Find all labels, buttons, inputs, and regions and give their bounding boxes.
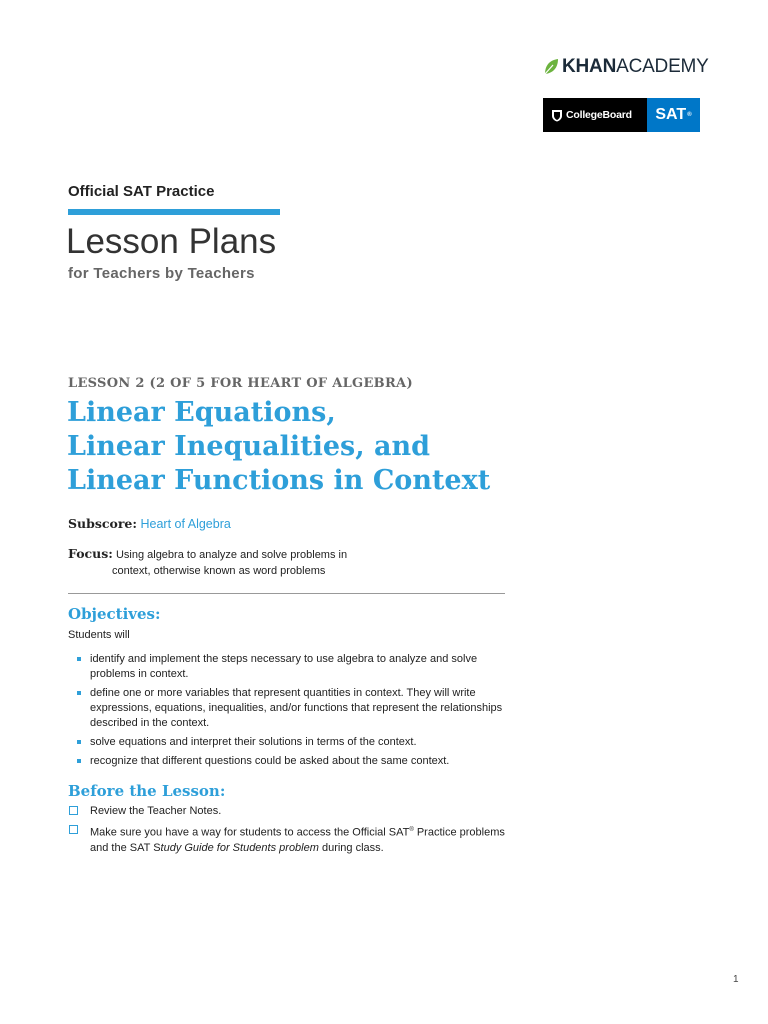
list-item: Make sure you have a way for students to access the Official SAT® Practice problems and the SAT Study Guide for Students problem during class. bbox=[68, 823, 508, 856]
page-number: 1 bbox=[733, 974, 739, 985]
objectives-list bbox=[76, 652, 506, 773]
bullet-icon bbox=[77, 740, 81, 744]
focus bbox=[68, 546, 347, 579]
focus-text-line1: Using algebra to analyze and solve problems in bbox=[115, 549, 348, 561]
sat-mark: SAT bbox=[655, 106, 687, 123]
bullet-icon bbox=[77, 759, 81, 763]
acorn-icon bbox=[551, 109, 563, 122]
subscore-label: Subscore: bbox=[68, 516, 137, 531]
list-item: identify and implement the steps necessary to use algebra to analyze and solve problems in context. bbox=[76, 652, 506, 682]
focus-text-line2: context, otherwise known as word problems bbox=[112, 565, 326, 577]
focus-label: Focus: bbox=[68, 546, 113, 561]
collegeboard-sat-logo bbox=[543, 98, 700, 132]
list-item: solve equations and interpret their solutions in terms of the context. bbox=[76, 735, 506, 750]
list-item: Review the Teacher Notes. bbox=[68, 804, 508, 819]
header-rule bbox=[68, 209, 280, 215]
leaf-icon bbox=[543, 58, 559, 76]
objectives-heading: Objectives: bbox=[68, 605, 161, 623]
khan-academy-logo bbox=[543, 56, 709, 78]
sat-registered-mark: ® bbox=[687, 112, 692, 118]
subscore-value: Heart of Algebra bbox=[140, 517, 231, 531]
before-lesson-heading: Before the Lesson: bbox=[68, 782, 226, 800]
bullet-icon bbox=[77, 691, 81, 695]
lesson-title-line: Linear Equations, bbox=[67, 397, 336, 428]
lesson-number: LESSON 2 (2 OF 5 FOR HEART OF ALGEBRA) bbox=[68, 376, 413, 391]
before-lesson-list bbox=[68, 804, 508, 860]
objectives-intro: Students will bbox=[68, 629, 130, 641]
checkbox-icon bbox=[69, 806, 78, 815]
subscore bbox=[68, 516, 231, 531]
section-divider bbox=[68, 593, 505, 594]
lesson-title-line: Linear Inequalities, and bbox=[67, 431, 431, 462]
page-title: Lesson Plans bbox=[66, 222, 277, 261]
khan-logo-light: ACADEMY bbox=[616, 56, 709, 77]
list-item: define one or more variables that represent quantities in context. They will write expressions, equations, inequalities, and/or functions that represent the relationships described in the context. bbox=[76, 686, 506, 731]
bullet-icon bbox=[77, 657, 81, 661]
lesson-title-line: Linear Functions in Context bbox=[67, 465, 491, 496]
khan-logo-bold: KHAN bbox=[562, 56, 617, 77]
page-subtitle: for Teachers by Teachers bbox=[68, 265, 255, 282]
lesson-title bbox=[67, 396, 490, 498]
checkbox-icon bbox=[69, 825, 78, 834]
collegeboard-name: CollegeBoard bbox=[566, 109, 632, 121]
program-name: Official SAT Practice bbox=[68, 183, 215, 200]
list-item: recognize that different questions could be asked about the same context. bbox=[76, 754, 506, 769]
